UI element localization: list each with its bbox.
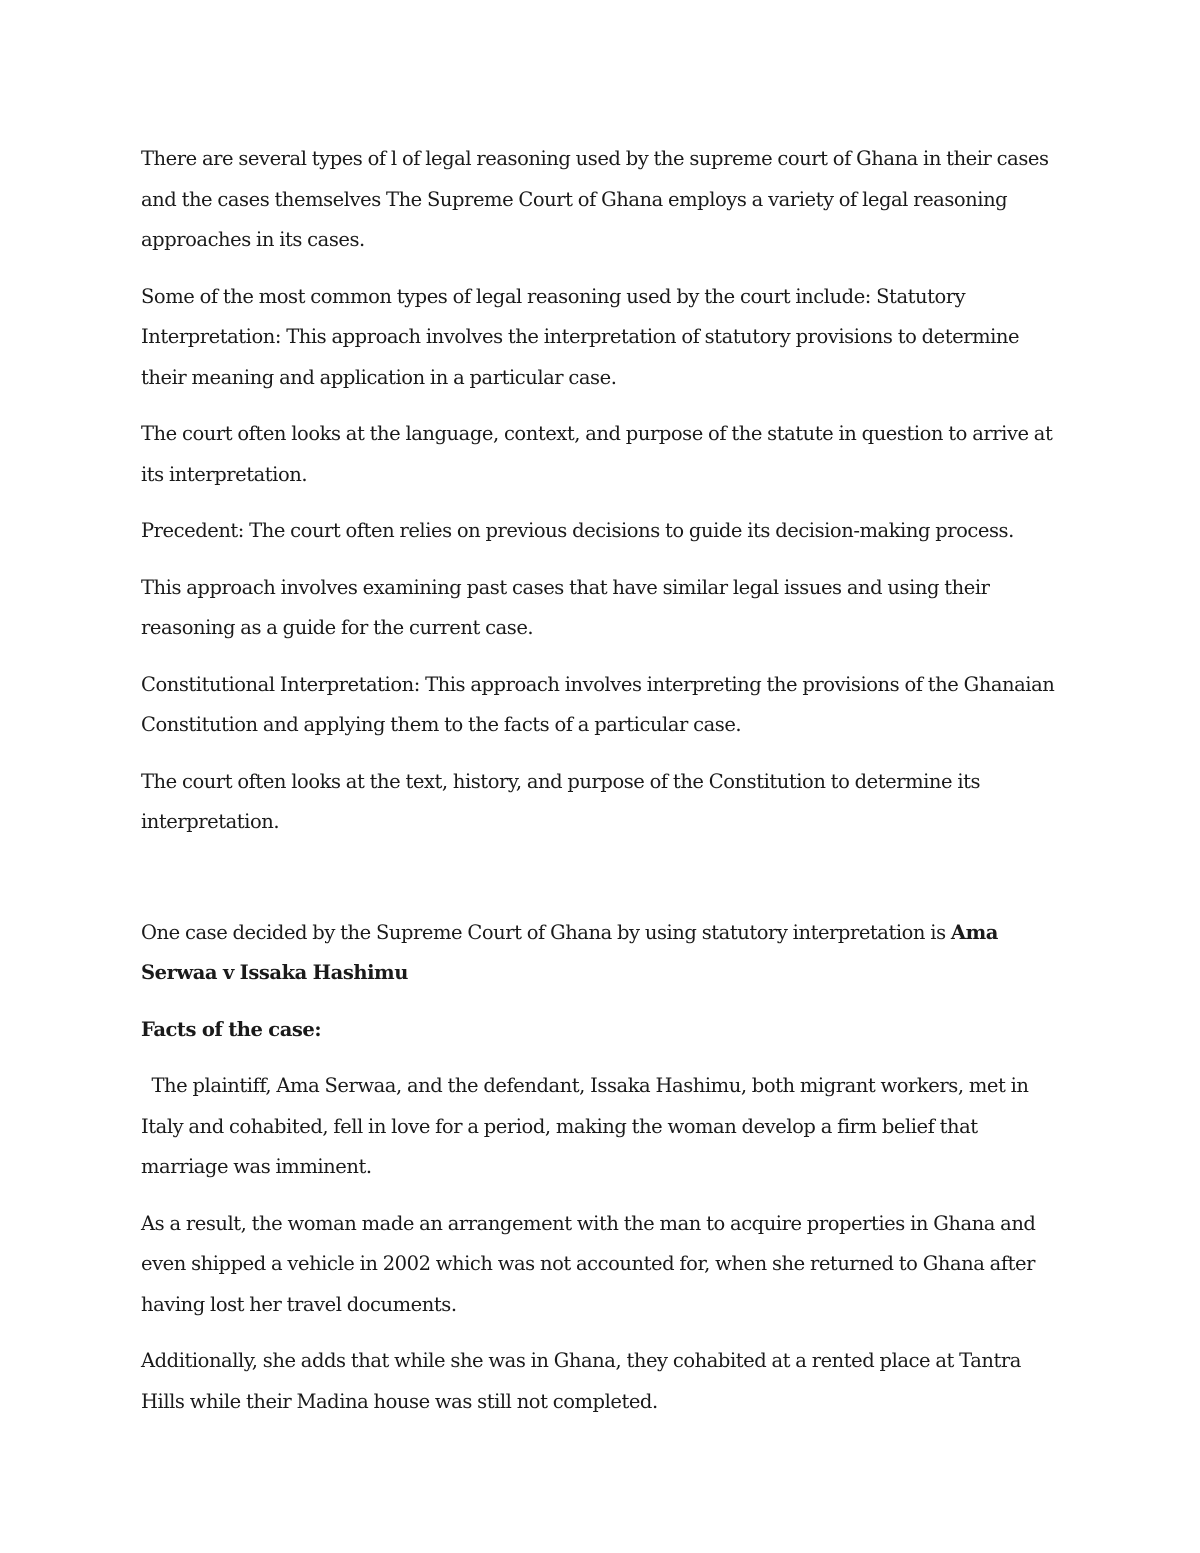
paragraph-case-intro [141, 913, 1066, 994]
document-page [141, 139, 1066, 1438]
blank-line [141, 859, 1066, 913]
paragraph-facts-cohabitation: Additionally, she adds that while she was in Ghana, they cohabited at a rented place at Tantra Hills while their Madina house was still not completed. [141, 1349, 1021, 1413]
paragraph-statutory-interpretation: Some of the most common types of legal reasoning used by the court include: Statutory Interpretation: This approach involves the interpretation of statutory provisions to determine their meaning and application in a particular case. [141, 284, 1020, 389]
paragraph-facts-plaintiff: The plaintiff, Ama Serwaa, and the defendant, Issaka Hashimu, both migrant workers, met in Italy and cohabited, fell in love for a period, making the woman develop a firm belief that marriage was imminent. [141, 1074, 1034, 1178]
case-intro-text: One case decided by the Supreme Court of Ghana by using statutory interpretation is [141, 920, 951, 944]
paragraph-constitution-text: The court often looks at the text, history, and purpose of the Constitution to determine its interpretation. [141, 769, 981, 833]
paragraph-precedent: Precedent: The court often relies on previous decisions to guide its decision-making process. [141, 519, 1014, 542]
case-name: Ama Serwaa v Issaka Hashimu [141, 920, 998, 984]
paragraph-statute-language: The court often looks at the language, context, and purpose of the statute in question to arrive at its interpretation. [141, 422, 1053, 486]
paragraph-past-cases: This approach involves examining past cases that have similar legal issues and using their reasoning as a guide for the current case. [141, 575, 990, 639]
paragraph-intro: There are several types of l of legal reasoning used by the supreme court of Ghana in their cases and the cases themselves The Supreme Court of Ghana employs a variety of legal reasoning approaches in its cases. [141, 147, 1049, 251]
facts-heading: Facts of the case: [141, 1017, 322, 1041]
paragraph-facts-properties: As a result, the woman made an arrangement with the man to acquire properties in Ghana and even shipped a vehicle in 2002 which was not accounted for, when she returned to Ghana after having lost her travel documents. [141, 1211, 1036, 1316]
paragraph-constitutional-interpretation: Constitutional Interpretation: This approach involves interpreting the provisions of the Ghanaian Constitution and applying them to the facts of a particular case. [141, 672, 1055, 736]
